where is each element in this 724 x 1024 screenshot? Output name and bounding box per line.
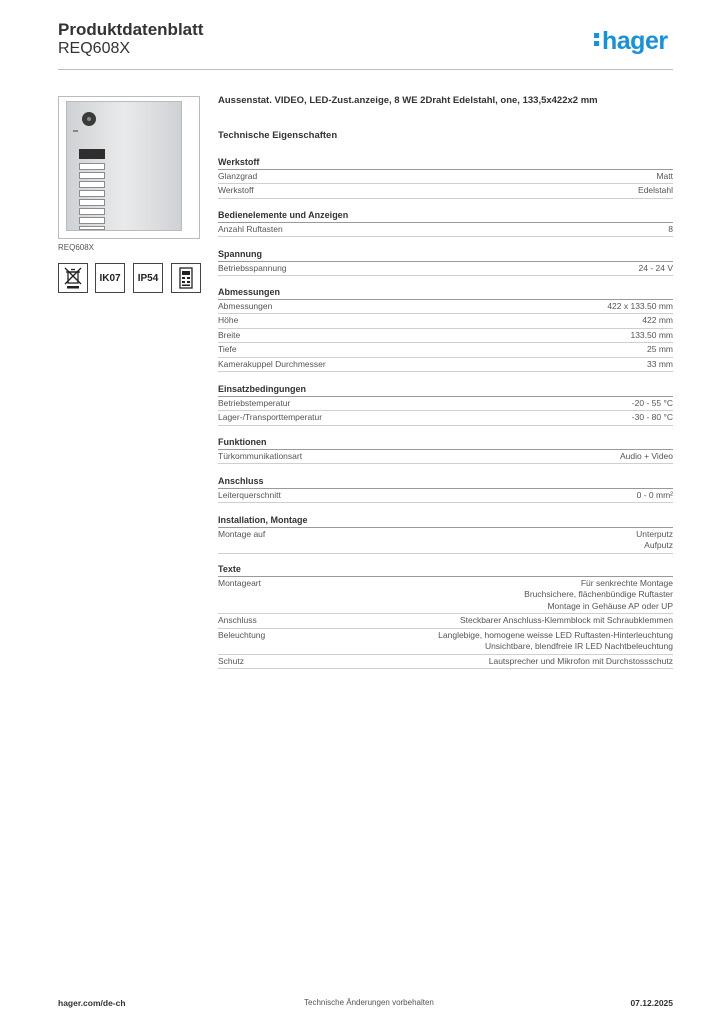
row-divider [218,628,673,629]
call-button [79,199,105,206]
call-button [79,172,105,179]
group-heading: Werkstoff [218,157,260,167]
spec-row [218,529,673,552]
spec-value-line: 422 x 133.50 mm [607,300,673,311]
spec-label: Montage auf [218,528,266,539]
spec-row [218,301,673,313]
spec-value-line: Lautsprecher und Mikrofon mit Durchstossschutz [488,655,673,666]
spec-value-line: Bruchsichere, flächenbündige Ruftaster [524,589,673,599]
row-divider [218,425,673,426]
spec-label: Montageart [218,577,261,588]
spec-label: Abmessungen [218,300,273,311]
row-divider [218,502,673,503]
spec-value-line: 422 mm [642,315,673,325]
spec-row [218,330,673,342]
spec-value [632,398,673,410]
spec-label: Betriebstemperatur [218,397,291,408]
spec-label: Werkstoff [218,185,254,195]
spec-row [218,359,673,371]
spec-value [438,630,673,653]
row-divider [218,463,673,464]
spec-row [218,398,673,410]
spec-value [637,490,673,502]
row-divider [218,183,673,184]
spec-value [630,330,673,342]
datasheet-icon [171,263,201,293]
logo-text: hager [602,27,668,55]
group-divider [218,299,673,300]
spec-value-line: 33 mm [647,358,673,369]
group-divider [218,261,673,262]
call-button [79,163,105,170]
spec-value-line: Edelstahl [638,185,673,195]
group-heading: Funktionen [218,437,267,447]
spec-value [607,301,673,313]
spec-value [642,315,673,327]
spec-value-line: -20 - 55 °C [631,397,673,408]
group-divider [218,449,673,450]
row-divider [218,313,673,314]
spec-value-line: 133.50 mm [630,329,673,340]
spec-value [636,529,673,552]
group-heading: Abmessungen [218,287,281,297]
weee-bin-icon [58,263,88,293]
spec-value [647,344,673,356]
spec-row [218,578,673,613]
page-title: Produktdatenblatt [58,20,204,39]
spec-label: Betriebsspannung [218,262,287,273]
call-button [79,226,105,230]
spec-value-line: 24 - 24 V [638,262,673,273]
product-description: Aussenstat. VIDEO, LED-Zust.anzeige, 8 WE 2Draht Edelstahl, one, 133,5x422x2 mm [218,95,598,106]
spec-label: Breite [218,329,241,340]
footer-notice: Technische Änderungen vorbehalten [304,998,434,1007]
spec-row [218,630,673,653]
row-divider [218,654,673,655]
group-heading: Spannung [218,249,262,259]
spec-label: Glanzgrad [218,170,258,181]
spec-row [218,344,673,356]
spec-value [460,615,673,627]
spec-value-line: Montage in Gehäuse AP oder UP [547,600,673,611]
section-title: Technische Eigenschaften [218,130,338,141]
spec-label: Kamerakuppel Durchmesser [218,358,326,369]
spec-row [218,656,673,668]
call-button [79,190,105,197]
status-display [79,149,105,159]
spec-value-line: 0 - 0 mm² [636,489,673,500]
spec-row [218,185,673,197]
spec-value [656,171,673,183]
group-divider [218,576,673,577]
spec-value-line: Audio + Video [619,450,673,461]
door-station-panel [66,101,182,231]
row-divider [218,342,673,343]
spec-value [647,359,673,371]
group-heading: Texte [218,564,241,574]
group-divider [218,396,673,397]
group-divider [218,222,673,223]
spec-value-line: Aufputz [644,540,673,550]
spec-value [524,578,673,613]
spec-value-line: 8 [668,223,673,234]
spec-value-line: Langlebige, homogene weisse LED Ruftasten-Hinterleuchtung [438,629,673,640]
speaker-slot [73,130,78,132]
spec-value [638,185,673,197]
row-divider [218,613,673,614]
group-divider [218,527,673,528]
spec-label: Schutz [218,655,244,666]
footer-date: 07.12.2025 [630,998,673,1008]
header-divider [58,69,673,70]
logo-dots-icon [593,31,600,47]
spec-value-line: -30 - 80 °C [631,412,673,422]
image-caption: REQ608X [58,243,95,252]
spec-value-line: 25 mm [647,344,673,354]
spec-row [218,171,673,183]
spec-value-line: Für senkrechte Montage [580,577,673,588]
spec-value [620,451,673,463]
spec-row [218,315,673,327]
spec-value-line: Unsichtbare, blendfreie IR LED Nachtbeleuchtung [484,641,673,651]
spec-value-line: Matt [656,170,673,181]
row-divider [218,198,673,199]
product-image [58,96,200,239]
spec-label: Anzahl Ruftasten [218,223,283,234]
spec-label: Anschluss [218,615,257,625]
spec-row [218,451,673,463]
row-divider [218,236,673,237]
group-divider [218,488,673,489]
ip54-icon: IP54 [133,263,163,293]
footer-website-link[interactable]: hager.com/de-ch [58,998,126,1008]
spec-value [489,656,673,668]
spec-value-line: Steckbarer Anschluss-Klemmblock mit Schraubklemmen [459,615,673,625]
camera-icon [82,112,96,126]
spec-label: Türkommunikationsart [218,450,303,461]
spec-value [639,263,674,275]
spec-value [668,224,673,236]
spec-row [218,263,673,275]
row-divider [218,371,673,372]
group-heading: Einsatzbedingungen [218,384,307,394]
spec-label: Beleuchtung [218,629,266,640]
call-button [79,208,105,215]
spec-label: Leiterquerschnitt [218,489,281,500]
spec-value [632,412,673,424]
ik07-icon: IK07 [95,263,125,293]
spec-label: Tiefe [218,344,237,354]
spec-label: Lager-/Transporttemperatur [218,412,323,422]
row-divider [218,328,673,329]
group-heading: Bedienelemente und Anzeigen [218,210,349,220]
spec-row [218,224,673,236]
group-divider [218,169,673,170]
row-divider [218,668,673,669]
spec-row [218,412,673,424]
group-heading: Installation, Montage [218,515,308,525]
hager-logo[interactable] [593,27,668,56]
spec-value-line: Unterputz [636,528,673,539]
call-button [79,217,105,224]
spec-row [218,615,673,627]
group-heading: Anschluss [218,476,264,486]
spec-row [218,490,673,502]
row-divider [218,410,673,411]
spec-label: Höhe [218,315,239,325]
row-divider [218,275,673,276]
product-code: REQ608X [58,40,131,57]
row-divider [218,553,673,554]
call-button [79,181,105,188]
row-divider [218,357,673,358]
